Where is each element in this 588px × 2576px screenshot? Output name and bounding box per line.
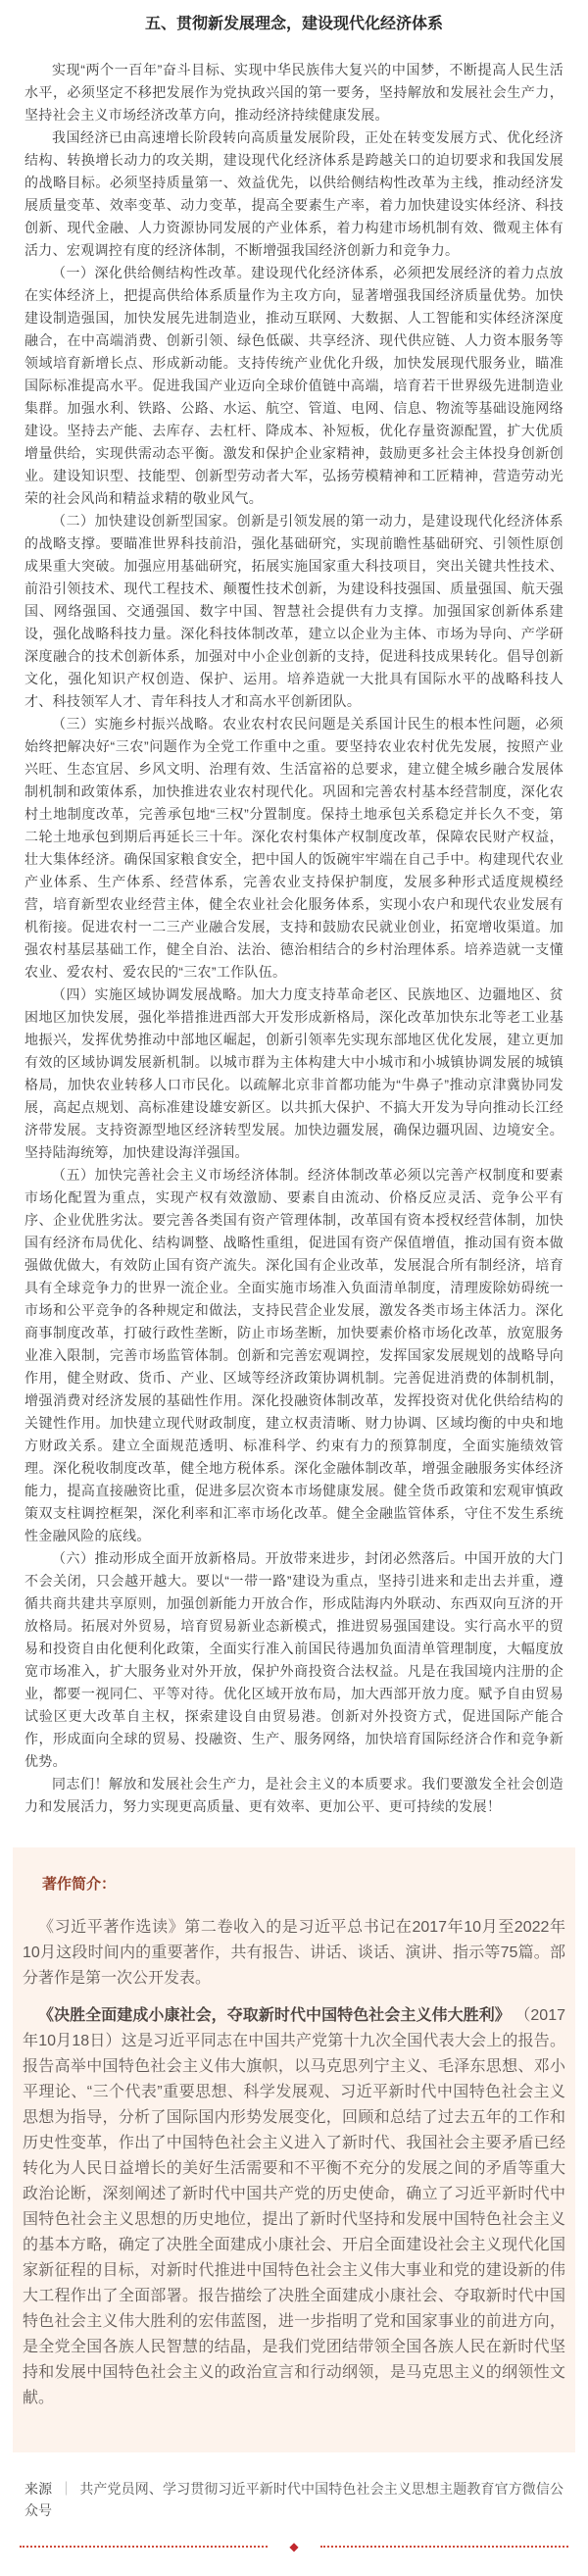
article-paragraph: （五）加快完善社会主义市场经济体制。经济体制改革必须以完善产权制度和要素市场化配置为重点，实现产权有效激励、要素自由流动、价格反应灵活、竞争公平有序、企业优胜劣汰。要完善各类国有资产管理体制，改革国有资本授权经营体制，加快国有经济布局优化、结构调整、战略性重组，促进国有资产保值增值，推动国有资本做强做优做大，有效防止国有资产流失。深化国有企业改革，发展混合所有制经济，培育具有全球竞争力的世界一流企业。全面实施市场准入负面清单制度，清理废除妨碍统一市场和公平竞争的各种规定和做法，支持民营企业发展，激发各类市场主体活力。深化商事制度改革，打破行政性垄断，防止市场垄断，加快要素价格市场化改革，放宽服务业准入限制，完善市场监管体制。创新和完善宏观调控，发挥国家发展规划的战略导向作用，健全财政、货币、产业、区域等经济政策协调机制。完善促进消费的体制机制，增强消费对经济发展的基础性作用。深化投融资体制改革，发挥投资对优化供给结构的关键性作用。加快建立现代财政制度，建立权责清晰、财力协调、区域均衡的中央和地方财政关系。建立全面规范透明、标准科学、约束有力的预算制度，全面实施绩效管理。深化税收制度改革，健全地方税体系。深化金融体制改革，增强金融服务实体经济能力，提高直接融资比重，促进多层次资本市场健康发展。健全货币政策和宏观审慎政策双支柱调控框架，深化利率和汇率市场化改革。健全金融监管体系，守住不发生系统性金融风险的底线。 (24, 1167, 564, 1543)
article-paragraph: 实现“两个一百年”奋斗目标、实现中华民族伟大复兴的中国梦，不断提高人民生活水平，必须坚定不移把发展作为党执政兴国的第一要务，坚持解放和发展社会生产力，坚持社会主义市场经济改革方向，推动经济持续健康发展。 (24, 62, 564, 123)
diamond-icon: ◆ (289, 2540, 299, 2553)
divider-dotted-line (320, 2546, 568, 2548)
article-paragraph: 同志们！解放和发展社会生产力，是社会主义的本质要求。我们要激发全社会创造力和发展活力，努力实现更高质量、更有效率、更加公平、更可持续的发展！ (24, 1776, 564, 1814)
article-title: 五、贯彻新发展理念，建设现代化经济体系 (144, 16, 443, 32)
work-intro-heading: 著作简介： (42, 1876, 117, 1893)
source-label: 来源 (24, 2481, 53, 2497)
article-paragraph: 我国经济已由高速增长阶段转向高质量发展阶段，正处在转变发展方式、优化经济结构、转换增长动力的攻关期，建设现代化经济体系是跨越关口的迫切要求和我国发展的战略目标。必须坚持质量第一、效益优先，以供给侧结构性改革为主线，推动经济发展质量变革、效率变革、动力变革，提高全要素生产率，着力加快建设实体经济、科技创新、现代金融、人力资源协同发展的产业体系，着力构建市场机制有效、微观主体有活力、宏观调控有度的经济体制，不断增强我国经济创新力和竞争力。 (24, 129, 564, 258)
work-intro-paragraph (23, 2003, 565, 2411)
work-intro-bold-title: 《决胜全面建成小康社会，夺取新时代中国特色社会主义伟大胜利》 (38, 2007, 511, 2024)
article-body (0, 14, 588, 1818)
source-line (0, 2478, 588, 2521)
article-paragraph: （四）实施区域协调发展战略。加大力度支持革命老区、民族地区、边疆地区、贫困地区加快发展，强化举措推进西部大开发形成新格局，深化改革加快东北等老工业基地振兴，发挥优势推动中部地区崛起，创新引领率先实现东部地区优化发展，建立更加有效的区域协调发展新机制。以城市群为主体构建大中小城市和小城镇协调发展的城镇格局，加快农业转移人口市民化。以疏解北京非首都功能为“牛鼻子”推动京津冀协同发展，高起点规划、高标准建设雄安新区。以共抓大保护、不搞大开发为导向推动长江经济带发展。支持资源型地区经济转型发展。加快边疆发展，确保边疆巩固、边境安全。坚持陆海统筹，加快建设海洋强国。 (24, 986, 564, 1160)
article-paragraph: （二）加快建设创新型国家。创新是引领发展的第一动力，是建设现代化经济体系的战略支撑。要瞄准世界科技前沿，强化基础研究，实现前瞻性基础研究、引领性原创成果重大突破。加强应用基础研究，拓展实施国家重大科技项目，突出关键共性技术、前沿引领技术、现代工程技术、颠覆性技术创新，为建设科技强国、质量强国、航天强国、网络强国、交通强国、数字中国、智慧社会提供有力支撑。加强国家创新体系建设，强化战略科技力量。深化科技体制改革，建立以企业为主体、市场为导向、产学研深度融合的技术创新体系，加强对中小企业创新的支持，促进科技成果转化。倡导创新文化，强化知识产权创造、保护、运用。培养造就一大批具有国际水平的战略科技人才、科技领军人才、青年科技人才和高水平创新团队。 (24, 513, 564, 709)
work-intro-box (13, 1847, 575, 2452)
divider-dotted-line (20, 2546, 268, 2548)
work-intro-text: （2017年10月18日）这是习近平同志在中国共产党第十九次全国代表大会上的报告。报告高举中国特色社会主义伟大旗帜，以马克思列宁主义、毛泽东思想、邓小平理论、“三个代表”重要思想、科学发展观、习近平新时代中国特色社会主义思想为指导，分析了国际国内形势发展变化，回顾和总结了过去五年的工作和历史性变革，作出了中国特色社会主义进入了新时代、我国社会主要矛盾已经转化为人民日益增长的美好生活需要和不平衡不充分的发展之间的矛盾等重大政治论断，深刻阐述了新时代中国共产党的历史使命，确立了习近平新时代中国特色社会主义思想的历史地位，提出了新时代坚持和发展中国特色社会主义的基本方略，确定了决胜全面建成小康社会、开启全面建设社会主义现代化国家新征程的目标，对新时代推进中国特色社会主义伟大事业和党的建设新的伟大工程作出了全面部署。报告描绘了决胜全面建成小康社会、夺取新时代中国特色社会主义伟大胜利的宏伟蓝图，进一步指明了党和国家事业的前进方向，是全党全国各族人民智慧的结晶，是我们党团结带领全国各族人民在新时代坚持和发展中国特色社会主义的政治宣言和行动纲领，是马克思主义的纲领性文献。 (23, 2007, 565, 2406)
work-intro-text: 《习近平著作选读》第二卷收入的是习近平总书记在2017年10月至2022年10月这段时间内的重要著作，共有报告、讲话、谈话、演讲、指示等75篇。部分著作是第一次公开发表。 (23, 1919, 565, 1987)
article-paragraph: （三）实施乡村振兴战略。农业农村农民问题是关系国计民生的根本性问题，必须始终把解决好“三农”问题作为全党工作重中之重。要坚持农业农村优先发展，按照产业兴旺、生态宜居、乡风文明、治理有效、生活富裕的总要求，建立健全城乡融合发展体制机制和政策体系，加快推进农业农村现代化。巩固和完善农村基本经营制度，深化农村土地制度改革，完善承包地“三权”分置制度。保持土地承包关系稳定并长久不变，第二轮土地承包到期后再延长三十年。深化农村集体产权制度改革，保障农民财产权益，壮大集体经济。确保国家粮食安全，把中国人的饭碗牢牢端在自己手中。构建现代农业产业体系、生产体系、经营体系，完善农业支持保护制度，发展多种形式适度规模经营，培育新型农业经营主体，健全农业社会化服务体系，实现小农户和现代农业发展有机衔接。促进农村一二三产业融合发展，支持和鼓励农民就业创业，拓宽增收渠道。加强农村基层基础工作，健全自治、法治、德治相结合的乡村治理体系。培养造就一支懂农业、爱农村、爱农民的“三农”工作队伍。 (24, 716, 564, 980)
source-separator: ｜ (59, 2481, 74, 2497)
footer-divider (20, 2541, 568, 2552)
article-paragraph: （一）深化供给侧结构性改革。建设现代化经济体系，必须把发展经济的着力点放在实体经济上，把提高供给体系质量作为主攻方向，显著增强我国经济质量优势。加快建设制造强国，加快发展先进制造业，推动互联网、大数据、人工智能和实体经济深度融合，在中高端消费、创新引领、绿色低碳、共享经济、现代供应链、人力资本服务等领域培育新增长点、形成新动能。支持传统产业优化升级，加快发展现代服务业，瞄准国际标准提高水平。促进我国产业迈向全球价值链中高端，培育若干世界级先进制造业集群。加强水利、铁路、公路、水运、航空、管道、电网、信息、物流等基础设施网络建设。坚持去产能、去库存、去杠杆、降成本、补短板，优化存量资源配置，扩大优质增量供给，实现供需动态平衡。激发和保护企业家精神，鼓励更多社会主体投身创新创业。建设知识型、技能型、创新型劳动者大军，弘扬劳模精神和工匠精神，营造劳动光荣的社会风尚和精益求精的敬业风气。 (24, 265, 564, 506)
article-paragraph: （六）推动形成全面开放新格局。开放带来进步，封闭必然落后。中国开放的大门不会关闭，只会越开越大。要以“一带一路”建设为重点，坚持引进来和走出去并重，遵循共商共建共享原则，加强创新能力开放合作，形成陆海内外联动、东西双向互济的开放格局。拓展对外贸易，培育贸易新业态新模式，推进贸易强国建设。实行高水平的贸易和投资自由化便利化政策，全面实行准入前国民待遇加负面清单管理制度，大幅度放宽市场准入，扩大服务业对外开放，保护外商投资合法权益。凡是在我国境内注册的企业，都要一视同仁、平等对待。优化区域开放布局，加大西部开放力度。赋予自由贸易试验区更大改革自主权，探索建设自由贸易港。创新对外投资方式，促进国际产能合作，形成面向全球的贸易、投融资、生产、服务网络，加快培育国际经济合作和竞争新优势。 (24, 1550, 564, 1769)
source-text: 共产党员网、学习贯彻习近平新时代中国特色社会主义思想主题教育官方微信公众号 (24, 2481, 564, 2518)
work-intro-paragraph (23, 1915, 565, 1992)
footer (0, 2478, 588, 2552)
